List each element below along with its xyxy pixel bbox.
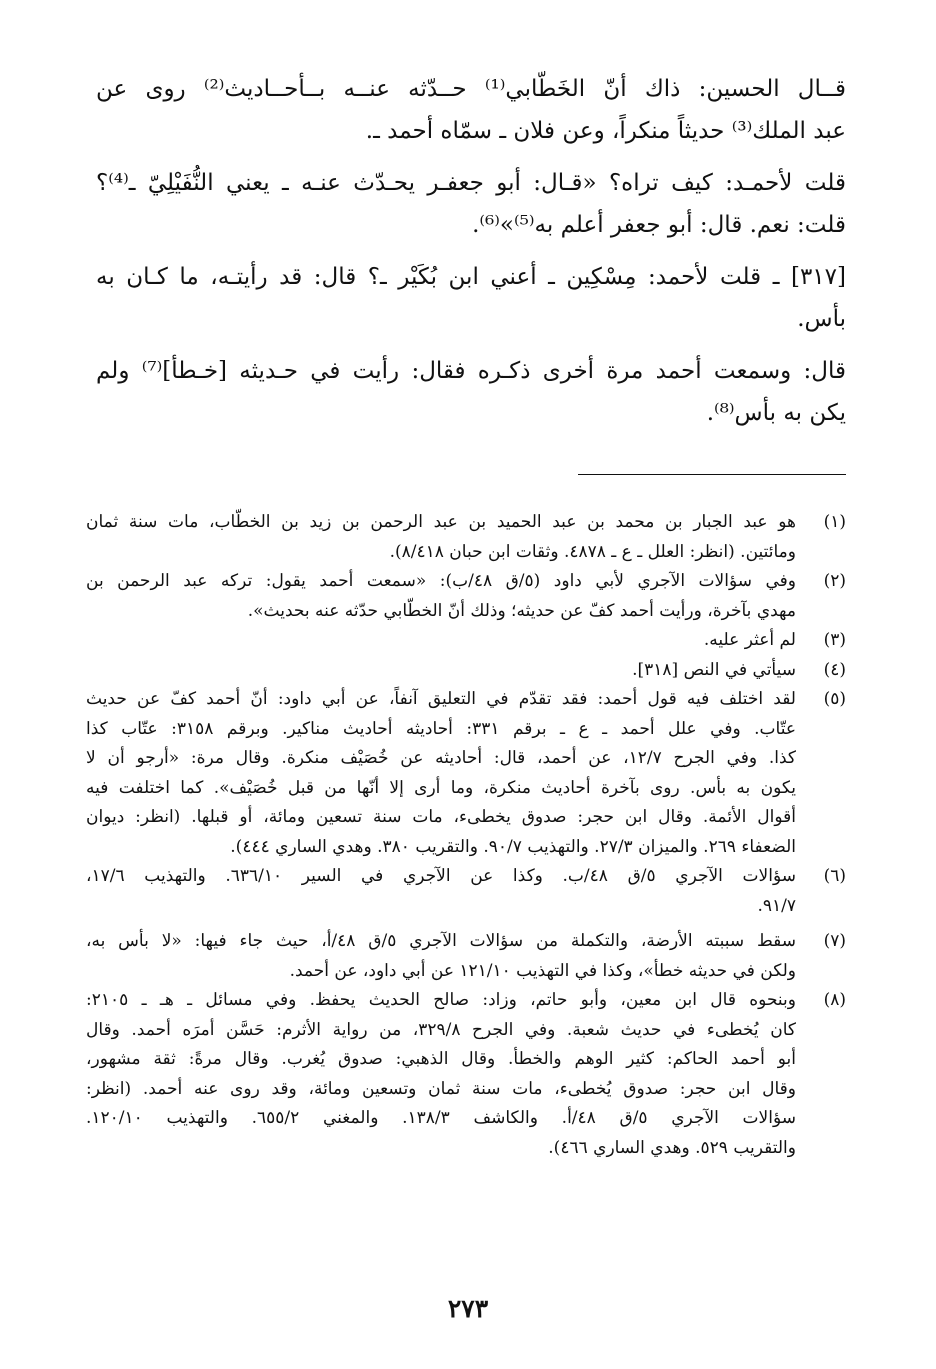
paragraph-4 — [96, 350, 846, 434]
footnote-number: (٨) — [823, 990, 846, 1010]
footnote-number: (٣) — [823, 630, 846, 650]
footnote-line: سؤالات الآجري ٥/ق ٤٨/أ. والكاشف ١٣٨/٣. والمغني ٦٥٥/٢. والتهذيب ١٢٠/١٠. — [86, 1108, 797, 1128]
footnote-line: يكون به بأس. روى بآخرة أحاديث منكرة، وما أرى إلا أنّها من قبل خُصَيْف». كما اختلفت فيه — [86, 777, 796, 798]
footnote-3 — [86, 626, 846, 656]
footnote-line: ولكن في حديثه خطأ»، وكذا في التهذيب ١٢١/١٠ عن أبي داود، عن أحمد. — [289, 960, 796, 981]
footnotes — [86, 508, 846, 1163]
footnote-line: وقال ابن حجر: صدوق يُخطىء، مات سنة ثمان وتسعين ومائة، وقد روى عنه أحمد. (انظر: — [86, 1078, 796, 1099]
footnote-line: هو عبد الجبار بن محمد بن عبد الحميد بن عبد الرحمن بن زيد بن الخطّاب، مات سنة ثمان — [86, 512, 796, 532]
footnote-5 — [86, 685, 846, 862]
footnote-2 — [86, 567, 846, 626]
footnote-line: لقد اختلف فيه قول أحمد: فقد تقدّم في التعليق آنفاً، عن أبي داود: أنّ أحمد كفّ عن حديث — [86, 689, 796, 709]
text-line: [٣١٧] ـ قلت لأحمد: مِسْكِين ـ أعني ابن بُكَيْر ـ؟ قال: قد رأيتـه، ما كـان به — [96, 264, 846, 290]
footnote-8 — [86, 986, 846, 1163]
text-line: بأس. — [797, 306, 846, 332]
footnote-6 — [86, 862, 846, 921]
footnote-line: سيأتي في النص [٣١٨]. — [632, 659, 796, 680]
main-text — [96, 68, 846, 444]
footnote-line: سؤالات الآجري ٥/ق ٤٨/ب. وكذا عن الآجري في السير ٦٣٦/١٠. والتهذيب ١٧/٦، — [86, 866, 796, 886]
footnote-line: عتّاب. وفي علل أحمد ـ ع ـ برقم ٣٣١: أحاديثه أحاديث مناكير. وبرقم ٣١٥٨: عتّاب كذا — [86, 718, 797, 739]
footnote-separator — [578, 474, 846, 475]
footnote-number: (٢) — [823, 571, 846, 591]
paragraph-1 — [96, 68, 846, 152]
footnote-line: كان يُخطىء في حديث شعبة. وفي الجرح ٣٢٩/٨، من رواية الأثرم: حَسَّن أمرَه أحمد. وقال — [86, 1019, 796, 1040]
footnote-line: وبنحوه قال ابن معين، وأبو حاتم، وزاد: صالح الحديث يحفظ. وفي مسائل ـ هـ ـ ٢١٠٥: — [86, 990, 796, 1010]
footnote-line: أقوال الأئمة. وقال ابن حجر: صدوق يخطىء، مات سنة تسعين ومائة، أو قبلها. (انظر: ديوان — [86, 807, 796, 827]
footnote-line: أبو أحمد الحاكم: كثير الوهم والخطأ. وقال الذهبي: صدوق يُغرب. وقال مرةً: ثقة مشهور، — [86, 1049, 796, 1069]
footnote-number: (٤) — [823, 659, 846, 680]
footnote-number: (٧) — [823, 931, 846, 951]
footnote-line: لم أعثر عليه. — [703, 630, 796, 650]
footnote-line: وفي سؤالات الآجري لأبي داود (٥/ق ٤٨/ب): «سمعت أحمد يقول: تركه عبد الرحمن بن — [86, 571, 797, 591]
footnote-line: ٩١/٧. — [757, 895, 796, 916]
text-line: عبد الملك⁽³⁾ حديثاً منكراً، وعن فلان ـ سمّاه أحمد ـ. — [365, 118, 846, 144]
footnote-line: والتقريب ٥٢٩. وهدي الساري ٤٦٦). — [548, 1137, 796, 1158]
text-line: قلت لأحمـد: كيف تراه؟ «قـال: أبو جعفـر يحـدّث عنـه ـ يعني النُّفَيْلِيّ ـ⁽⁴⁾؟ — [96, 170, 846, 196]
footnote-number: (٥) — [823, 689, 846, 709]
text-line: قال: وسمعت أحمد مرة أخرى ذكـره فقال: رأيت في حـديثه [خـطأ]⁽⁷⁾ ولم — [96, 358, 846, 384]
footnote-7 — [86, 927, 846, 986]
text-line: قــال الحسين: ذاك أنّ الخَطّابي⁽¹⁾ حــدّثه عنــه بــأحــاديث⁽²⁾ روى عن — [96, 76, 846, 102]
text-line: قلت: نعم. قال: أبو جعفر أعلم به⁽⁵⁾»⁽⁶⁾. — [472, 212, 846, 238]
footnote-line: مهدي بآخرة، ورأيت أحمد كفّ عن حديثه؛ وذلك أنّ الخطّابي حدّثه عنه بحديث». — [247, 600, 796, 621]
paragraph-3 — [96, 256, 846, 340]
footnote-line: كذا. وفي الجرح ١٢/٧، عن أحمد، قال: أحاديثه عن خُصَيْف منكرة. وقال مرة: «أرجو أن لا — [86, 748, 797, 768]
footnote-4 — [86, 656, 846, 686]
footnote-number: (١) — [823, 512, 846, 532]
footnote-number: (٦) — [823, 866, 846, 886]
paragraph-2 — [96, 162, 846, 246]
page-number: ٢٧٣ — [447, 1294, 489, 1323]
footnote-1 — [86, 508, 846, 567]
footnote-line: الضعفاء ٢٦٩. والميزان ٢٧/٣. والتهذيب ٩٠/٧. والتقريب ٣٨٠. وهدي الساري ٤٤٤). — [230, 836, 796, 857]
footnote-line: سقط سببته الأرضة، والتكملة من سؤالات الآجري ٥/ق ٤٨/أ، حيث جاء فيها: «لا بأس به، — [86, 931, 797, 951]
footnote-line: ومائتين. (انظر: العلل ـ ع ـ ٤٨٧٨. وثقات ابن حبان ٨/٤١٨). — [389, 541, 796, 562]
text-line: يكن به بأس⁽⁸⁾. — [706, 400, 846, 426]
